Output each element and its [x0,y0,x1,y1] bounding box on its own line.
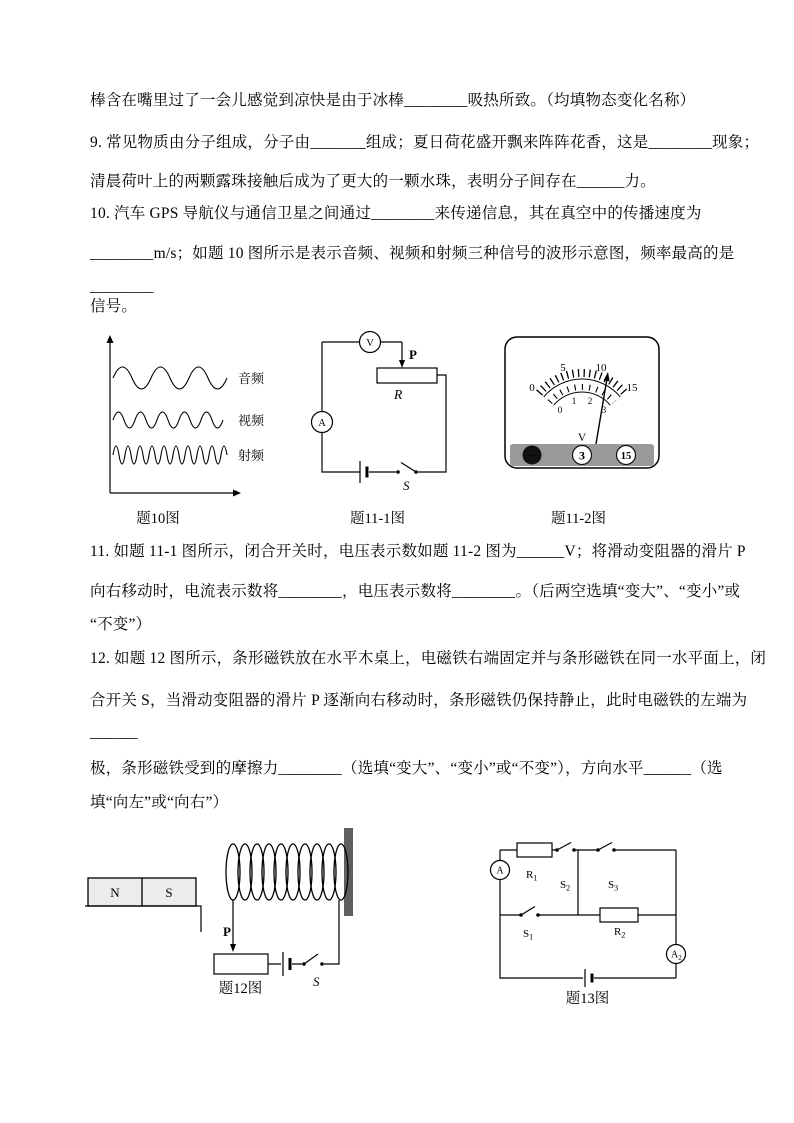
slider-p-label: P [223,924,231,939]
switch-contact [612,848,616,852]
switch-contact [572,848,576,852]
fig10-axes [110,341,235,493]
slider-arrow-icon [399,360,405,368]
ammeter2-label: $A_2$ [671,949,682,962]
q12-line1: 12. 如题 12 图所示，条形磁铁放在水平木桌上，电磁铁右端固定并与条形磁铁在同一水平面上，闭 [90,650,767,667]
q12-line3: 极，条形磁铁受到的摩擦力________（选填“变大”、“变小”或“不变”），方向水平______（选 [90,760,723,777]
fig11-1-caption: 题11-1图 [349,511,406,527]
resistor-r2-label: $R_2$ [614,926,626,940]
slider-p-label: P [409,347,417,362]
minus-terminal-label: − [528,448,536,463]
table-edge [85,906,201,932]
fig12-electromagnet-diagram [85,824,370,996]
switch-contact [596,848,600,852]
audio-wave [113,367,227,389]
switch-contact [396,470,400,474]
resistor-r1-body [517,843,552,857]
ammeter-label: A [318,418,326,429]
switch-contact [414,470,418,474]
terminal-3-label: 3 [579,448,585,463]
fig10-caption: 题10图 [136,511,180,527]
video-label: 视频 [238,413,265,428]
y-axis-arrow-icon [107,335,114,343]
fig13-caption: 题13图 [565,991,610,1007]
q11-line3: “不变”） [90,616,152,633]
circuit-wires [322,342,446,472]
video-wave [113,412,223,428]
resistor-r-label: R [394,387,403,402]
q10-blank-line: ________ [90,278,154,295]
rheostat-body [214,954,268,974]
resistor-r2-body [600,908,638,922]
q9-line2: 清晨荷叶上的两颗露珠接触后成为了更大的一颗水珠，表明分子间存在______力。 [90,173,656,190]
switch-contact [302,962,306,966]
switch-contact [555,848,559,852]
switch-s2-label: $S_2$ [560,879,571,893]
switch-s1-label: $S_1$ [523,928,534,942]
voltmeter-label: V [366,338,374,349]
switch-contact [320,962,324,966]
q10-line3: 信号。 [90,298,138,315]
fig11-2-caption: 题11-2图 [550,511,607,527]
rf-label: 射频 [238,448,265,463]
slider-arrow-icon [230,944,236,952]
rheostat-body [377,368,437,383]
unit-label: V [577,432,587,444]
q8-tail-text: 棒含在嘴里过了一会儿感觉到凉快是由于冰棒________吸热所致。（均填物态变化名称） [90,92,696,109]
audio-label: 音频 [238,371,265,386]
north-pole-label: N [110,885,120,900]
q9-line1: 9. 常见物质由分子组成，分子由_______组成；夏日荷花盛开飘来阵阵花香，这是________现象； [90,134,760,151]
inner-scale-1: 1 [571,396,577,406]
switch-s-label: S [313,974,320,989]
q11-line2: 向右移动时，电流表示数将________，电压表示数将________。（后两空选填“变大”、“变小”或 [90,583,741,600]
ammeter-label: A [496,865,504,877]
scale-0: 0 [529,382,535,394]
switch-contact [536,913,540,917]
inner-scale-3: 3 [601,405,607,415]
scale-5: 5 [560,362,566,374]
q10-line1: 10. 汽车 GPS 导航仪与通信卫星之间通过________来传递信息，其在真空中的传播速度为 [90,205,702,222]
fig12-caption: 题12图 [218,981,263,997]
terminal-15-label: 15 [620,451,632,462]
inner-scale-2: 2 [587,396,593,406]
q12-line2: 合开关 S，当滑动变阻器的滑片 P 逐渐向右移动时，条形磁铁仍保持静止，此时电磁铁的左端为 [90,692,748,709]
scale-10: 10 [595,362,607,374]
inner-scale-0: 0 [557,405,563,415]
q12-line4: 填“向左”或“向右”） [90,794,229,811]
fig11-1-circuit-diagram [308,330,458,495]
rf-wave [113,446,227,464]
fig11-2-voltmeter [502,334,662,474]
q11-line1: 11. 如题 11-1 图所示，闭合开关时，电压表示数如题 11-2 图为______V；将滑动变阻器的滑片 P [90,543,746,560]
x-axis-arrow-icon [233,490,241,497]
coil [226,844,348,900]
fig10-waveform-diagram [100,333,265,508]
switch-s3-label: $S_3$ [608,879,619,893]
scale-15: 15 [626,382,638,394]
q12-blank-line: ______ [90,724,138,741]
resistor-r1-label: $R_1$ [526,869,538,883]
fig13-circuit-diagram [490,842,690,992]
south-pole-label: S [165,885,173,900]
circuit-wires [500,843,676,979]
q10-line2: ________m/s；如题 10 图所示是表示音频、视频和射频三种信号的波形示意图，频率最高的是 [90,245,735,262]
switch-s-label: S [403,478,410,493]
switch-contact [519,913,523,917]
